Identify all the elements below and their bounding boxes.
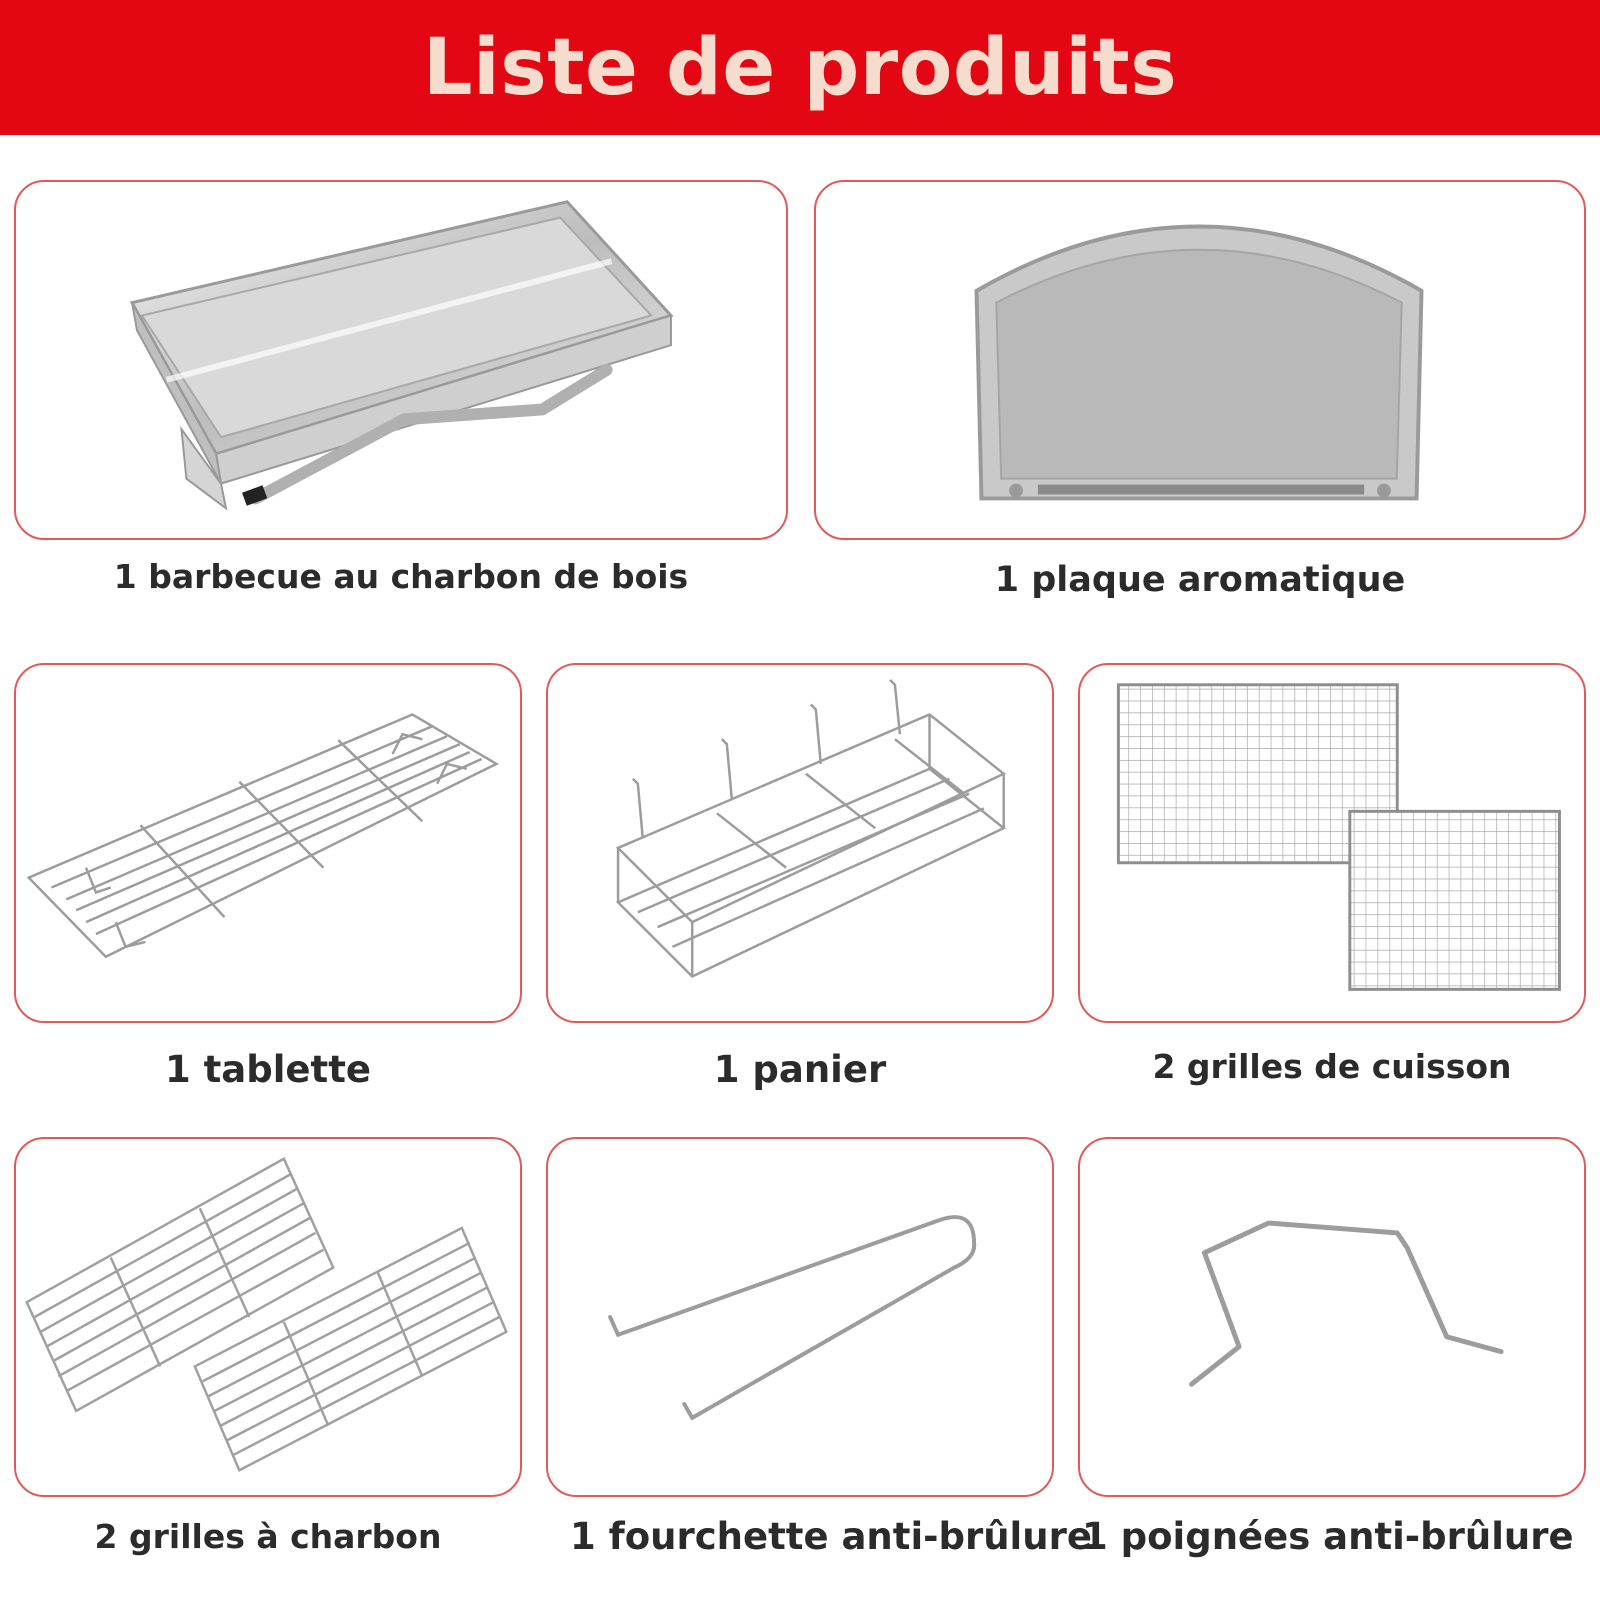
cooking-mesh-grills-icon — [1080, 665, 1584, 1021]
charcoal-grates-icon — [16, 1139, 520, 1495]
heat-resistant-handle-icon — [1080, 1139, 1584, 1495]
wire-shelf-icon — [16, 665, 520, 1021]
product-card-poignees — [1078, 1137, 1586, 1497]
heat-resistant-fork-icon — [548, 1139, 1052, 1495]
caption-grilles-charbon: 2 grilles à charbon — [94, 1517, 442, 1556]
product-card-barbecue — [14, 180, 788, 540]
caption-grilles-cuisson: 2 grilles de cuisson — [1152, 1047, 1512, 1086]
caption-plaque: 1 plaque aromatique — [994, 560, 1406, 600]
product-card-grilles-charbon — [14, 1137, 522, 1497]
caption-poignees: 1 poignées anti-brûlure — [1082, 1515, 1574, 1558]
product-card-plaque — [814, 180, 1586, 540]
header-banner — [0, 0, 1600, 135]
wire-basket-icon — [548, 665, 1052, 1021]
caption-panier: 1 panier — [713, 1048, 887, 1091]
aromatic-plate-icon — [816, 182, 1584, 538]
caption-tablette: 1 tablette — [164, 1048, 371, 1091]
charcoal-bbq-icon — [16, 182, 786, 538]
product-card-fourchette — [546, 1137, 1054, 1497]
product-card-grilles-cuisson — [1078, 663, 1586, 1023]
page-title: Liste de produits — [422, 22, 1178, 113]
caption-barbecue: 1 barbecue au charbon de bois — [113, 557, 689, 596]
product-card-tablette — [14, 663, 522, 1023]
caption-fourchette: 1 fourchette anti-brûlure — [570, 1515, 1092, 1558]
product-card-panier — [546, 663, 1054, 1023]
